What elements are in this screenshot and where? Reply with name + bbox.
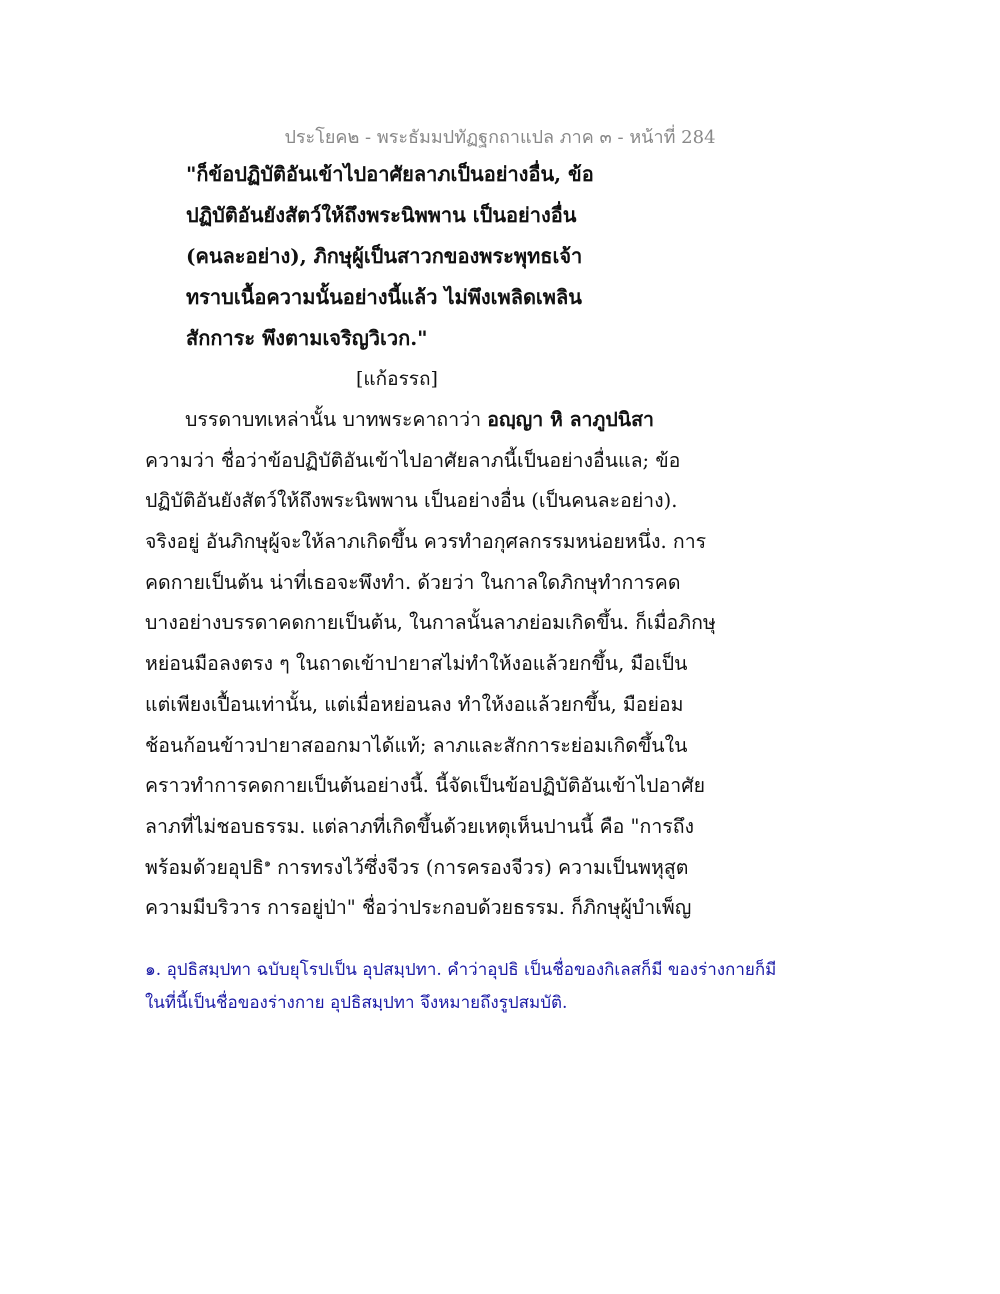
body-line-rest: การทรงไว้ซึ่งจีวร (การครองจีวร) ความเป็นพหุสูต bbox=[270, 855, 689, 879]
verse-line: ปฏิบัติอันยังสัตว์ให้ถึงพระนิพพาน เป็นอย่างอื่น bbox=[186, 203, 577, 227]
footnote-marker: ๑ bbox=[263, 856, 271, 870]
verse-line: ทราบเนื้อความนั้นอย่างนี้แล้ว ไม่พึงเพลิดเพลิน bbox=[186, 285, 582, 309]
verse-block bbox=[186, 158, 706, 363]
page-header: ประโยค๒ - พระธัมมปทัฏฐกถาแปล ภาค ๓ - หน้าที่ 284 bbox=[284, 127, 716, 148]
body-line-lead: บรรดาบทเหล่านั้น บาทพระคาถาว่า bbox=[185, 408, 488, 431]
body-line: หย่อนมือลงตรง ๆ ในถาดเข้าปายาสไม่ทำให้งอแล้วยกขึ้น, มือเป็น bbox=[145, 652, 688, 676]
verse-line: (คนละอย่าง), ภิกษุผู้เป็นสาวกของพระพุทธเจ้า bbox=[186, 244, 583, 268]
body-line: คราวทำการคดกายเป็นต้นอย่างนี้. นี้จัดเป็นข้อปฏิบัติอันเข้าไปอาศัย bbox=[145, 774, 706, 798]
body-line bbox=[145, 852, 865, 893]
body-line: ลาภที่ไม่ชอบธรรม. แต่ลาภที่เกิดขึ้นด้วยเหตุเห็นปานนี้ คือ "การถึง bbox=[145, 814, 695, 838]
footnote-line: ๑. อุปธิสมฺปทา ฉบับยุโรปเป็น อุปสมฺปทา. คำว่าอุปธิ เป็นชื่อของกิเลสก็มี ของร่างกายก็มี bbox=[145, 960, 777, 980]
body-line-lead: พร้อมด้วยอุปธิ bbox=[145, 855, 264, 879]
body-line: ปฏิบัติอันยังสัตว์ให้ถึงพระนิพพาน เป็นอย่างอื่น (เป็นคนละอย่าง). bbox=[145, 489, 678, 513]
body-line: ความว่า ชื่อว่าข้อปฏิบัติอันเข้าไปอาศัยลาภนี้เป็นอย่างอื่นแล; ข้อ bbox=[145, 448, 681, 472]
body-line: แต่เพียงเปื้อนเท่านั้น, แต่เมื่อหย่อนลง ทำให้งอแล้วยกขึ้น, มือย่อม bbox=[145, 692, 684, 716]
body-line: ช้อนก้อนข้าวปายาสออกมาได้แท้; ลาภและสักการะย่อมเกิดขึ้นใน bbox=[145, 733, 688, 757]
section-heading: [แก้อรรถ] bbox=[356, 368, 438, 390]
footnote-line: ในที่นี้เป็นชื่อของร่างกาย อุปธิสมฺปทา จึงหมายถึงรูปสมบัติ. bbox=[145, 993, 568, 1013]
body-line: คดกายเป็นต้น น่าที่เธอจะพึงทำ. ด้วยว่า ในกาลใดภิกษุทำการคด bbox=[145, 570, 681, 594]
body-line: ความมีบริวาร การอยู่ป่า" ชื่อว่าประกอบด้วยธรรม. ก็ภิกษุผู้บำเพ็ญ bbox=[145, 896, 692, 920]
pali-keyword: อญฺญา หิ ลาภูปนิสา bbox=[487, 408, 654, 431]
body-text bbox=[145, 404, 865, 933]
verse-line: สักการะ พึงตามเจริญวิเวก." bbox=[186, 326, 428, 350]
body-line: บางอย่างบรรดาคดกายเป็นต้น, ในกาลนั้นลาภย่อมเกิดขึ้น. ก็เมื่อภิกษุ bbox=[145, 611, 716, 635]
body-line bbox=[145, 404, 865, 445]
verse-line: "ก็ข้อปฏิบัติอันเข้าไปอาศัยลาภเป็นอย่างอื่น, ข้อ bbox=[186, 162, 594, 186]
body-line: จริงอยู่ อันภิกษุผู้จะให้ลาภเกิดขึ้น ควรทำอกุศลกรรมหน่อยหนึ่ง. การ bbox=[145, 530, 707, 554]
footnote bbox=[145, 956, 865, 1022]
